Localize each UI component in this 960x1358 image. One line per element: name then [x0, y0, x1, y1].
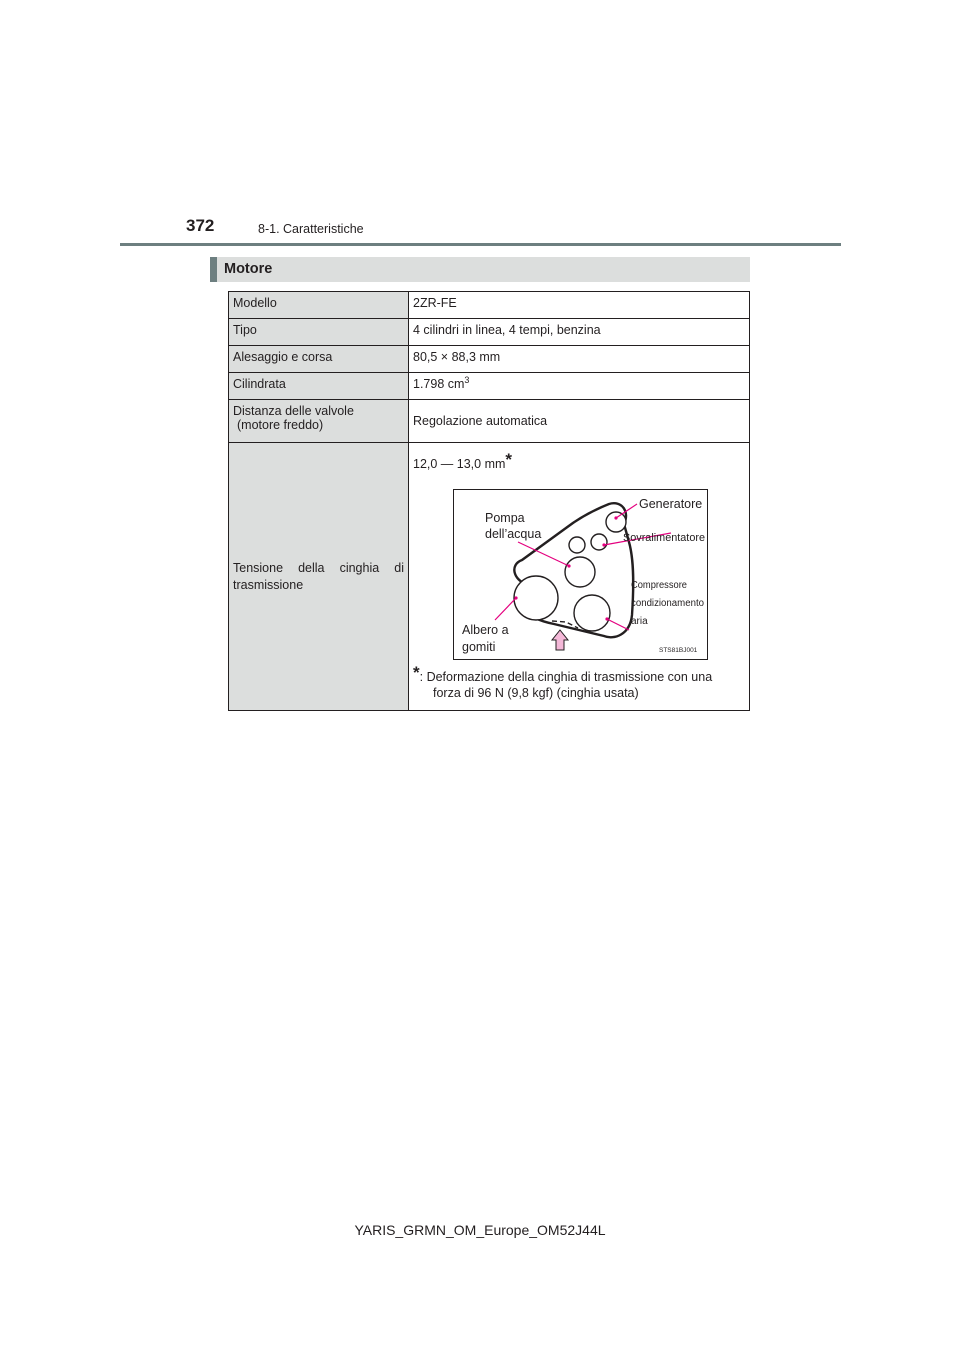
spec-label — [229, 400, 409, 443]
label-crankshaft: gomiti — [462, 640, 496, 654]
table-row — [229, 373, 750, 400]
footnote — [413, 663, 745, 701]
superscript: 3 — [464, 375, 470, 385]
belt-routing-svg — [454, 490, 707, 659]
callout-line — [495, 598, 516, 620]
crankshaft-pulley — [514, 576, 558, 620]
spec-value: Regolazione automatica — [409, 400, 750, 443]
table-row — [229, 346, 750, 373]
spec-label-line: (motore freddo) — [237, 418, 324, 432]
page-number: 372 — [186, 216, 215, 235]
section-title: 8-1. Caratteristiche — [258, 222, 364, 236]
label-crankshaft: Albero a — [462, 623, 509, 637]
footnote-line: forza di 96 N (9,8 kgf) (cinghia usata) — [433, 686, 639, 700]
spec-label-line: Distanza delle valvole — [233, 404, 354, 418]
engine-specs-table — [228, 291, 750, 711]
spec-value — [409, 443, 750, 711]
compressor-pulley — [574, 595, 610, 631]
label-compressor: condizionamento — [631, 598, 705, 609]
water-pump-pulley — [565, 557, 595, 587]
table-row — [229, 292, 750, 319]
force-arrow — [552, 630, 568, 650]
spec-value: 2ZR-FE — [409, 292, 750, 319]
spec-value — [409, 373, 750, 400]
spec-label: Tensione della cinghia di trasmissione — [229, 443, 409, 711]
spec-value: 4 cilindri in linea, 4 tempi, benzina — [409, 319, 750, 346]
spec-label: Modello — [229, 292, 409, 319]
displacement-value: 1.798 cm — [413, 377, 465, 391]
footnote-line: *: Deformazione della cinghia di trasmissione con una — [413, 663, 713, 684]
section-bar-title: Motore — [224, 261, 273, 277]
label-compressor: aria — [631, 616, 648, 627]
section-bar — [210, 257, 750, 282]
label-water-pump: dell’acqua — [485, 527, 542, 541]
label-supercharger: Sovralimentatore — [623, 532, 705, 544]
belt-diagram — [453, 489, 708, 660]
table-row — [229, 443, 750, 711]
label-compressor: Compressore — [631, 580, 688, 591]
generator-pulley — [606, 512, 626, 532]
spec-label: Cilindrata — [229, 373, 409, 400]
spec-label: Alesaggio e corsa — [229, 346, 409, 373]
spec-value: 80,5 × 88,3 mm — [409, 346, 750, 373]
section-bar-accent — [210, 257, 217, 282]
label-water-pump: Pompa — [485, 511, 525, 525]
asterisk-mark: * — [505, 450, 513, 469]
label-generator: Generatore — [639, 497, 703, 511]
asterisk-mark: * — [413, 663, 420, 682]
spec-label: Tipo — [229, 319, 409, 346]
table-row — [229, 319, 750, 346]
supercharger-pulley — [591, 534, 607, 550]
callout-line — [607, 619, 629, 630]
footer-document-id: YARIS_GRMN_OM_Europe_OM52J44L — [354, 1222, 606, 1238]
idler-pulley — [569, 537, 585, 553]
image-code: STS81BJ001 — [659, 647, 698, 654]
table-row — [229, 400, 750, 443]
header-rule — [120, 243, 841, 246]
belt-tension-value: 12,0 — 13,0 mm* — [413, 450, 513, 471]
